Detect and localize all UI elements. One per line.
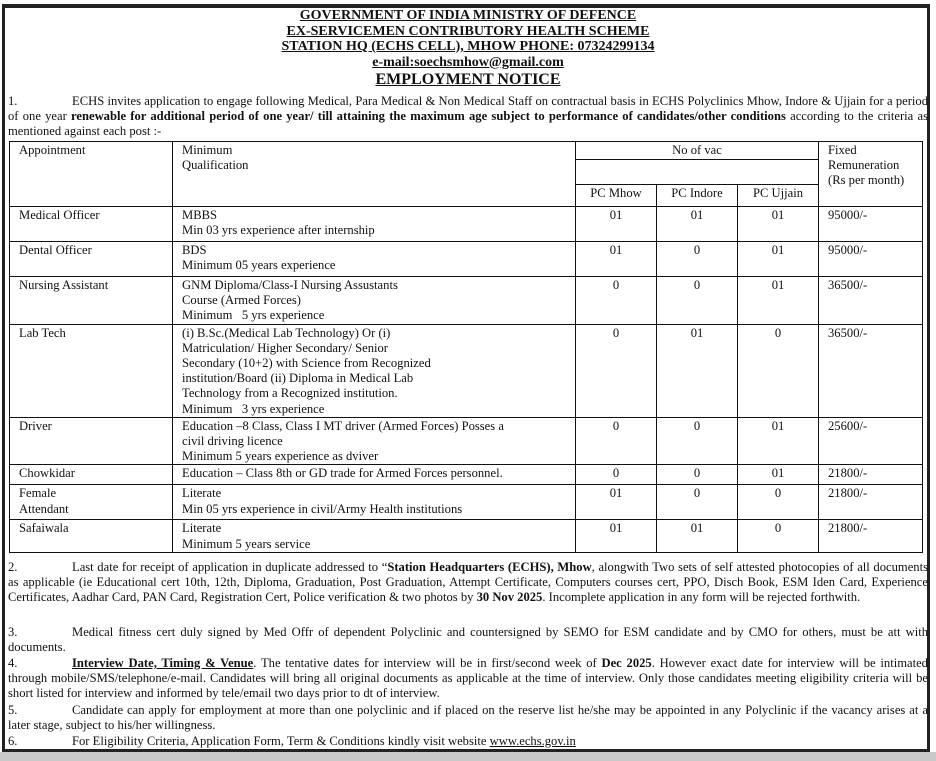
qualification-line: Min 05 yrs experience in civil/Army Health institutions bbox=[182, 501, 463, 516]
appointment-cell bbox=[10, 520, 173, 553]
qualification-line: Education –8 Class, Class I MT driver (Armed Forces) Posses a bbox=[182, 418, 504, 433]
header-remuneration-line2: Remuneration bbox=[828, 158, 900, 173]
paragraph-1 bbox=[8, 94, 928, 140]
appointment-cell bbox=[10, 465, 173, 485]
para-number: 2. bbox=[8, 560, 18, 574]
header-blank-cell bbox=[576, 160, 819, 185]
header-remuneration-line3: (Rs per month) bbox=[828, 173, 905, 188]
notice-title: EMPLOYMENT NOTICE bbox=[375, 71, 561, 88]
qualification-line: Minimum 3 yrs experience bbox=[182, 401, 325, 416]
table-row bbox=[10, 324, 923, 417]
header-remuneration bbox=[819, 142, 923, 207]
para-text: according to the criteria as mentioned against each post :- bbox=[8, 109, 928, 139]
vacancy-mhow: 01 bbox=[576, 242, 657, 277]
qualification-line: Minimum 05 years experience bbox=[182, 258, 336, 273]
header-qualification-line2: Qualification bbox=[182, 158, 249, 173]
qualification-line: institution/Board (ii) Diploma in Medical Lab bbox=[182, 371, 414, 386]
appointment-text: Driver bbox=[19, 418, 52, 433]
table-row bbox=[10, 417, 923, 465]
vacancy-indore: 0 bbox=[657, 417, 738, 465]
para-text: Last date for receipt of application in duplicate addressed to “ bbox=[72, 560, 388, 574]
appointment-text: Attendant bbox=[19, 501, 69, 516]
qualification-line: Minimum 5 years experience as dviver bbox=[182, 449, 379, 464]
qualification-line: Matriculation/ Higher Secondary/ Senior bbox=[182, 340, 388, 355]
para-text: Candidate can apply for employment at more than one polyclinic and if placed on the reserve list he/she may be appointed in any Polyclinic if the vacancy arises at a later stage, subject to his/her willingness. bbox=[8, 703, 928, 733]
email-line[interactable]: e-mail:soechsmhow@gmail.com bbox=[372, 54, 564, 70]
vacancy-ujjain: 0 bbox=[738, 520, 819, 553]
vacancy-table bbox=[9, 141, 923, 553]
vacancy-indore: 0 bbox=[657, 485, 738, 520]
vacancy-mhow: 0 bbox=[576, 324, 657, 417]
appointment-text: Chowkidar bbox=[19, 466, 75, 481]
remuneration-cell: 25600/- bbox=[819, 417, 923, 465]
table-row bbox=[10, 207, 923, 242]
table-row bbox=[10, 520, 923, 553]
qualification-cell bbox=[173, 417, 576, 465]
qualification-line: Technology from a Recognized institution. bbox=[182, 386, 398, 401]
header-pc-indore: PC Indore bbox=[657, 185, 738, 207]
vacancy-ujjain: 0 bbox=[738, 485, 819, 520]
appointment-text: Medical Officer bbox=[19, 208, 100, 222]
para-number: 1. bbox=[8, 94, 18, 108]
bottom-edge bbox=[0, 752, 936, 761]
qualification-cell bbox=[173, 520, 576, 553]
qualification-line: Course (Armed Forces) bbox=[182, 293, 301, 308]
appointment-text: Lab Tech bbox=[19, 325, 66, 340]
qualification-cell bbox=[173, 485, 576, 520]
appointment-cell bbox=[10, 417, 173, 465]
letterhead bbox=[0, 8, 936, 89]
qualification-line: Min 03 yrs experience after internship bbox=[182, 223, 375, 238]
qualification-line: civil driving licence bbox=[182, 434, 283, 449]
remuneration-cell: 95000/- bbox=[819, 207, 923, 242]
paragraph-2 bbox=[8, 560, 928, 606]
appointment-text: Nursing Assistant bbox=[19, 278, 109, 292]
vacancy-ujjain: 01 bbox=[738, 242, 819, 277]
qualification-line: MBBS bbox=[182, 208, 218, 222]
vacancy-indore: 01 bbox=[657, 324, 738, 417]
para-number: 5. bbox=[8, 703, 18, 717]
remuneration-cell: 36500/- bbox=[819, 324, 923, 417]
interview-month: Dec 2025 bbox=[601, 656, 652, 670]
appointment-text: Dental Officer bbox=[19, 243, 92, 257]
table-body bbox=[10, 207, 923, 553]
qualification-line: Secondary (10+2) with Science from Recognized bbox=[182, 356, 431, 371]
para-text: Medical fitness cert duly signed by Med Offr of dependent Polyclinic and countersigned by SEMO for ESM candidate and by CMO for others, must be att with documents. bbox=[8, 625, 928, 655]
appointment-text: Safaiwala bbox=[19, 521, 69, 536]
appointment-cell bbox=[10, 277, 173, 325]
qualification-line: Literate bbox=[182, 521, 222, 536]
header-appointment: Appointment bbox=[10, 142, 173, 207]
qualification-line: (i) B.Sc.(Medical Lab Technology) Or (i) bbox=[182, 325, 391, 340]
ministry-line: GOVERNMENT OF INDIA MINISTRY OF DEFENCE bbox=[299, 8, 637, 23]
remuneration-cell: 21800/- bbox=[819, 520, 923, 553]
vacancy-mhow: 01 bbox=[576, 485, 657, 520]
para-text: For Eligibility Criteria, Application Form, Term & Conditions kindly visit website bbox=[72, 734, 490, 748]
para-text: . The tentative dates for interview will be in first/second week of bbox=[253, 656, 602, 670]
address-bold: Station Headquarters (ECHS), Mhow bbox=[387, 560, 592, 574]
vacancy-mhow: 01 bbox=[576, 520, 657, 553]
qualification-cell bbox=[173, 242, 576, 277]
website-link[interactable]: www.echs.gov.in bbox=[489, 734, 576, 748]
para-number: 6. bbox=[8, 734, 18, 748]
qualification-line: Minimum 5 years service bbox=[182, 536, 311, 551]
qualification-line: BDS bbox=[182, 243, 207, 257]
para-bold-text: renewable for additional period of one year/ till attaining the maximum age subject to performance of candidates/other conditions bbox=[71, 109, 786, 124]
header-qualification-line1: Minimum bbox=[182, 143, 233, 157]
vacancy-mhow: 0 bbox=[576, 277, 657, 325]
interview-heading: Interview Date, Timing & Venue bbox=[72, 656, 254, 670]
appointment-cell bbox=[10, 242, 173, 277]
scheme-line: EX-SERVICEMEN CONTRIBUTORY HEALTH SCHEME bbox=[286, 23, 650, 39]
appointment-text: Female bbox=[19, 486, 57, 501]
remuneration-cell: 36500/- bbox=[819, 277, 923, 325]
qualification-line: Minimum 5 yrs experience bbox=[182, 308, 325, 323]
table-row bbox=[10, 485, 923, 520]
appointment-cell bbox=[10, 207, 173, 242]
vacancy-ujjain: 0 bbox=[738, 324, 819, 417]
qualification-cell bbox=[173, 465, 576, 485]
qualification-line: Literate bbox=[182, 486, 222, 501]
remuneration-cell: 21800/- bbox=[819, 485, 923, 520]
paragraph-6 bbox=[8, 734, 928, 749]
para-number: 3. bbox=[8, 625, 18, 639]
para-text: , alongwith Two sets of self attested photocopies of all documents as applicable (ie Educational cert 10th, 12th, Diploma, Graduation, Post Graduation, Attempt Certificate, Computers courses cert, PPO, Disch Book, ESM Iden Card, Experience Certificates, Aadhar Card, PAN Card, Registration Cert, Police verification & two photos by bbox=[8, 560, 928, 605]
paragraph-5 bbox=[8, 703, 928, 733]
header-qualification bbox=[173, 142, 576, 207]
station-phone-line: STATION HQ (ECHS CELL), MHOW PHONE: 07324299134 bbox=[281, 39, 655, 54]
vacancy-indore: 01 bbox=[657, 207, 738, 242]
header-remuneration-line1: Fixed bbox=[828, 143, 857, 157]
appointment-cell bbox=[10, 485, 173, 520]
table-header-row bbox=[10, 142, 923, 160]
table-row bbox=[10, 465, 923, 485]
header-pc-mhow: PC Mhow bbox=[576, 185, 657, 207]
vacancy-indore: 0 bbox=[657, 242, 738, 277]
paragraph-3 bbox=[8, 625, 928, 655]
table-row bbox=[10, 242, 923, 277]
vacancy-indore: 0 bbox=[657, 277, 738, 325]
vacancy-mhow: 0 bbox=[576, 417, 657, 465]
table-row bbox=[10, 277, 923, 325]
para-text: ECHS invites application to engage following Medical, Para Medical & Non Medical Staff on contractual basis in ECHS Polyclinics Mhow, Indore & Ujjain for a period of one year bbox=[8, 94, 928, 124]
header-vacancies: No of vac bbox=[576, 142, 819, 160]
qualification-cell bbox=[173, 277, 576, 325]
vacancy-ujjain: 01 bbox=[738, 207, 819, 242]
vacancy-indore: 01 bbox=[657, 520, 738, 553]
vacancy-ujjain: 01 bbox=[738, 277, 819, 325]
qualification-line: Education – Class 8th or GD trade for Armed Forces personnel. bbox=[182, 466, 503, 481]
para-text: . Incomplete application in any form will be rejected forthwith. bbox=[542, 590, 861, 605]
last-date: 30 Nov 2025 bbox=[476, 590, 543, 605]
remuneration-cell: 21800/- bbox=[819, 465, 923, 485]
qualification-cell bbox=[173, 207, 576, 242]
paragraph-4 bbox=[8, 656, 928, 702]
remuneration-cell: 95000/- bbox=[819, 242, 923, 277]
para-text: . However exact date for interview will be intimated through mobile/SMS/telephone/e-mail. Candidates will bring all original documents as applicable at the time of interview. Only those candidates meeting eligibility criteria will be short listed for interview and informed by tele/email two days prior to dt of interview. bbox=[8, 656, 928, 701]
vacancy-ujjain: 01 bbox=[738, 465, 819, 485]
header-pc-ujjain: PC Ujjain bbox=[738, 185, 819, 207]
vacancy-mhow: 01 bbox=[576, 207, 657, 242]
qualification-line: GNM Diploma/Class-I Nursing Assustants bbox=[182, 278, 398, 292]
appointment-cell bbox=[10, 324, 173, 417]
vacancy-ujjain: 01 bbox=[738, 417, 819, 465]
vacancy-mhow: 0 bbox=[576, 465, 657, 485]
vacancy-indore: 0 bbox=[657, 465, 738, 485]
para-number: 4. bbox=[8, 656, 18, 670]
qualification-cell bbox=[173, 324, 576, 417]
